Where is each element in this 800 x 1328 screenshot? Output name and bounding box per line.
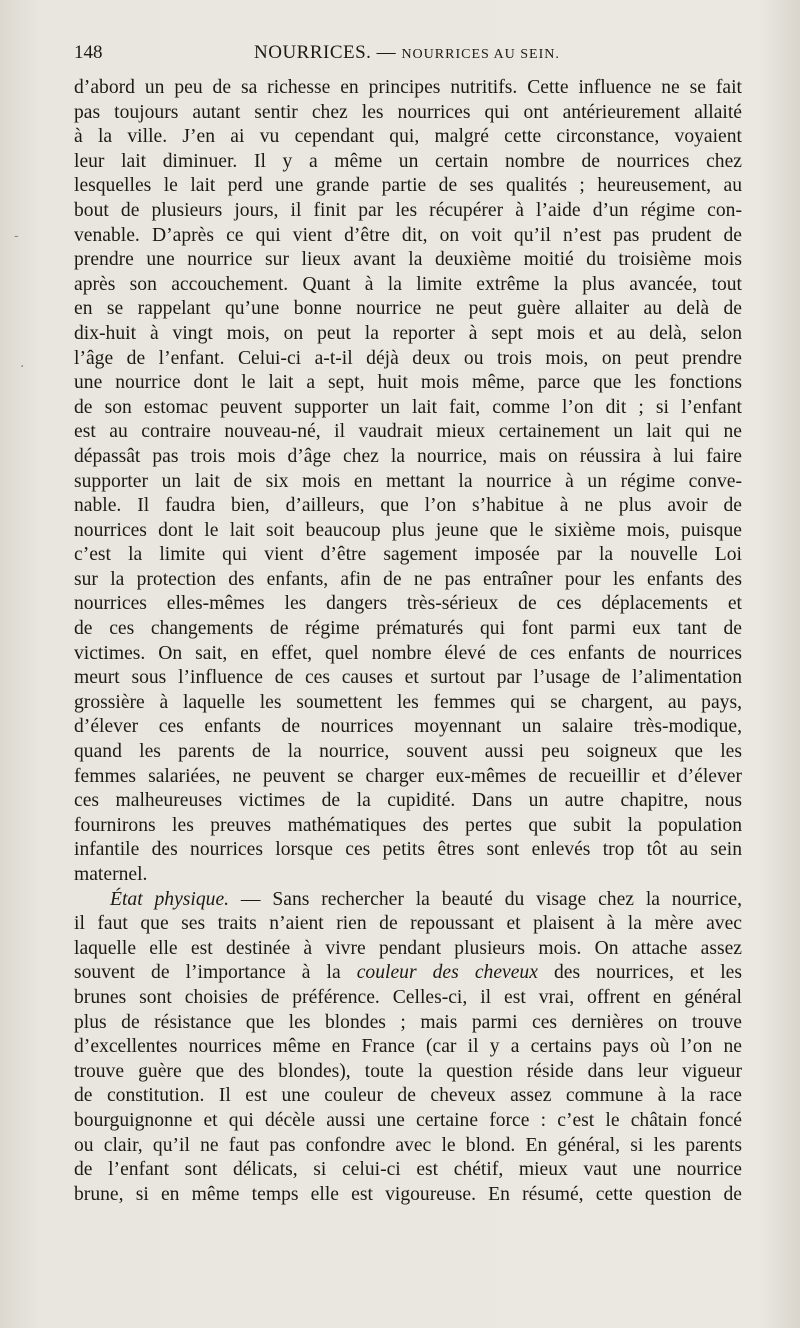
text-line: sur la protection des enfants, afin de ne pas entraîner pour les enfants des [74,568,742,590]
text-line: ou clair, qu’il ne faut pas confondre avec le blond. En général, si les parents [74,1134,742,1156]
text-line: trouve guère que des blondes), toute la question réside dans leur vigueur [74,1060,742,1082]
text-line: nourrices elles-mêmes les dangers très-sérieux de ces déplacements et [74,593,742,615]
text-line: femmes salariées, ne peuvent se charger eux-mêmes de recueillir et d’élever [74,765,742,787]
margin-mark: - [14,228,19,244]
text-line: fournirons les preuves mathématiques des pertes que subit la population [74,814,742,836]
text-line: c’est la limite qui vient d’être sagement imposée par la nouvelle Loi [74,544,742,566]
text-line: laquelle elle est destinée à vivre pendant plusieurs mois. On attache assez [74,937,742,959]
text-line: brune, si en même temps elle est vigoureuse. En résumé, cette question de [74,1183,742,1205]
text-line: d’élever ces enfants de nourrices moyennant un salaire très-modique, [74,716,742,738]
running-head [254,42,560,64]
text-line: pas toujours autant sentir chez les nourrices qui ont antérieurement allaité [74,101,742,123]
text-line: prendre une nourrice sur lieux avant la deuxième moitié du troisième mois [74,249,742,271]
text-line: de ces changements de régime prématurés qui font parmi eux tant de [74,618,742,640]
text-line: après son accouchement. Quant à la limite extrême la plus avancée, tout [74,273,742,295]
text-line: leur lait diminuer. Il y a même un certain nombre de nourrices chez [74,150,742,172]
text-line: plus de résistance que les blondes ; mais parmi ces dernières on trouve [74,1011,742,1033]
text-line: lesquelles le lait perd une grande partie de ses qualités ; heureusement, au [74,175,742,197]
text-line: l’âge de l’enfant. Celui-ci a-t-il déjà deux ou trois mois, on peut prendre [74,347,742,369]
section-heading: État physique. [110,888,230,910]
page-number: 148 [74,42,103,63]
text-line: brunes sont choisies de préférence. Celles-ci, il est vrai, offrent en général [74,986,742,1008]
section-first-line: — Sans rechercher la beauté du visage chez la nourrice, [229,888,742,910]
text-line: nable. Il faudra bien, d’ailleurs, que l’on s’habitue à ne plus avoir de [74,495,742,517]
text-line [74,888,742,913]
text-line: il faut que ses traits n’aient rien de repoussant et plaisent à la mère avec [74,913,742,935]
text-span: souvent de l’importance à la [74,962,357,984]
paragraph-etat-physique [74,888,742,1208]
text-line: bourguignonne et qui décèle aussi une certaine force : c’est le châtain foncé [74,1109,742,1131]
text-line: bout de plusieurs jours, il finit par les récupérer à l’aide d’un régime con- [74,199,742,221]
text-line: à la ville. J’en ai vu cependant qui, malgré cette circonstance, voyaient [74,126,742,148]
text-line: dix-huit à vingt mois, on peut la reporter à sept mois et au delà, selon [74,322,742,344]
running-head-main: NOURRICES. — [254,42,397,63]
body-text [74,76,742,1207]
paragraph-continuation [74,986,742,1207]
text-line: est au contraire nouveau-né, il vaudrait mieux certainement un lait qui ne [74,421,742,443]
text-line: infantile des nourrices lorsque ces petits êtres sont enlevés trop tôt au sein [74,839,742,861]
text-line: maternel. [74,864,148,885]
text-line: de l’enfant sont délicats, si celui-ci est chétif, mieux vaut une nourrice [74,1159,742,1181]
text-line [74,961,742,986]
text-line: nourrices dont le lait soit beaucoup plus jeune que le sixième mois, puisque [74,519,742,541]
text-line: meurt sous l’influence de ces causes et surtout par l’usage de l’alimentation [74,667,742,689]
text-line: une nourrice dont le lait a sept, huit mois même, parce que les fonctions [74,372,742,394]
text-line: supporter un lait de six mois en mettant la nourrice à un régime conve- [74,470,742,492]
paragraph-nourrices [74,76,742,888]
page-header [74,42,742,72]
text-line: ces malheureuses victimes de la cupidité. Dans un autre chapitre, nous [74,790,742,812]
text-line: quand les parents de la nourrice, souvent aussi peu soigneux que les [74,741,742,763]
text-line: venable. D’après ce qui vient d’être dit, on voit qu’il n’est pas prudent de [74,224,742,246]
text-line: de constitution. Il est une couleur de cheveux assez commune à la race [74,1085,742,1107]
text-line: de son estomac peuvent supporter un lait fait, comme l’on dit ; si l’enfant [74,396,742,418]
text-line: grossière à laquelle les soumettent les femmes qui se chargent, au pays, [74,691,742,713]
text-line: d’abord un peu de sa richesse en principes nutritifs. Cette influence ne se fait [74,77,742,98]
text-line: en se rappelant qu’une bonne nourrice ne peut guère allaiter au delà de [74,298,742,320]
margin-mark: . [20,355,25,371]
text-line: d’excellentes nourrices même en France (car il y a certains pays où l’on ne [74,1036,742,1058]
emphasis-couleur-des-cheveux: couleur des cheveux [356,962,538,984]
text-line: dépassât pas trois mois d’âge chez la nourrice, mais on réussira à lui faire [74,445,742,467]
text-line: victimes. On sait, en effet, quel nombre élevé de ces enfants de nourrices [74,642,742,664]
running-head-sub: NOURRICES AU SEIN. [401,47,560,62]
text-span: des nourrices, et les [537,962,742,984]
